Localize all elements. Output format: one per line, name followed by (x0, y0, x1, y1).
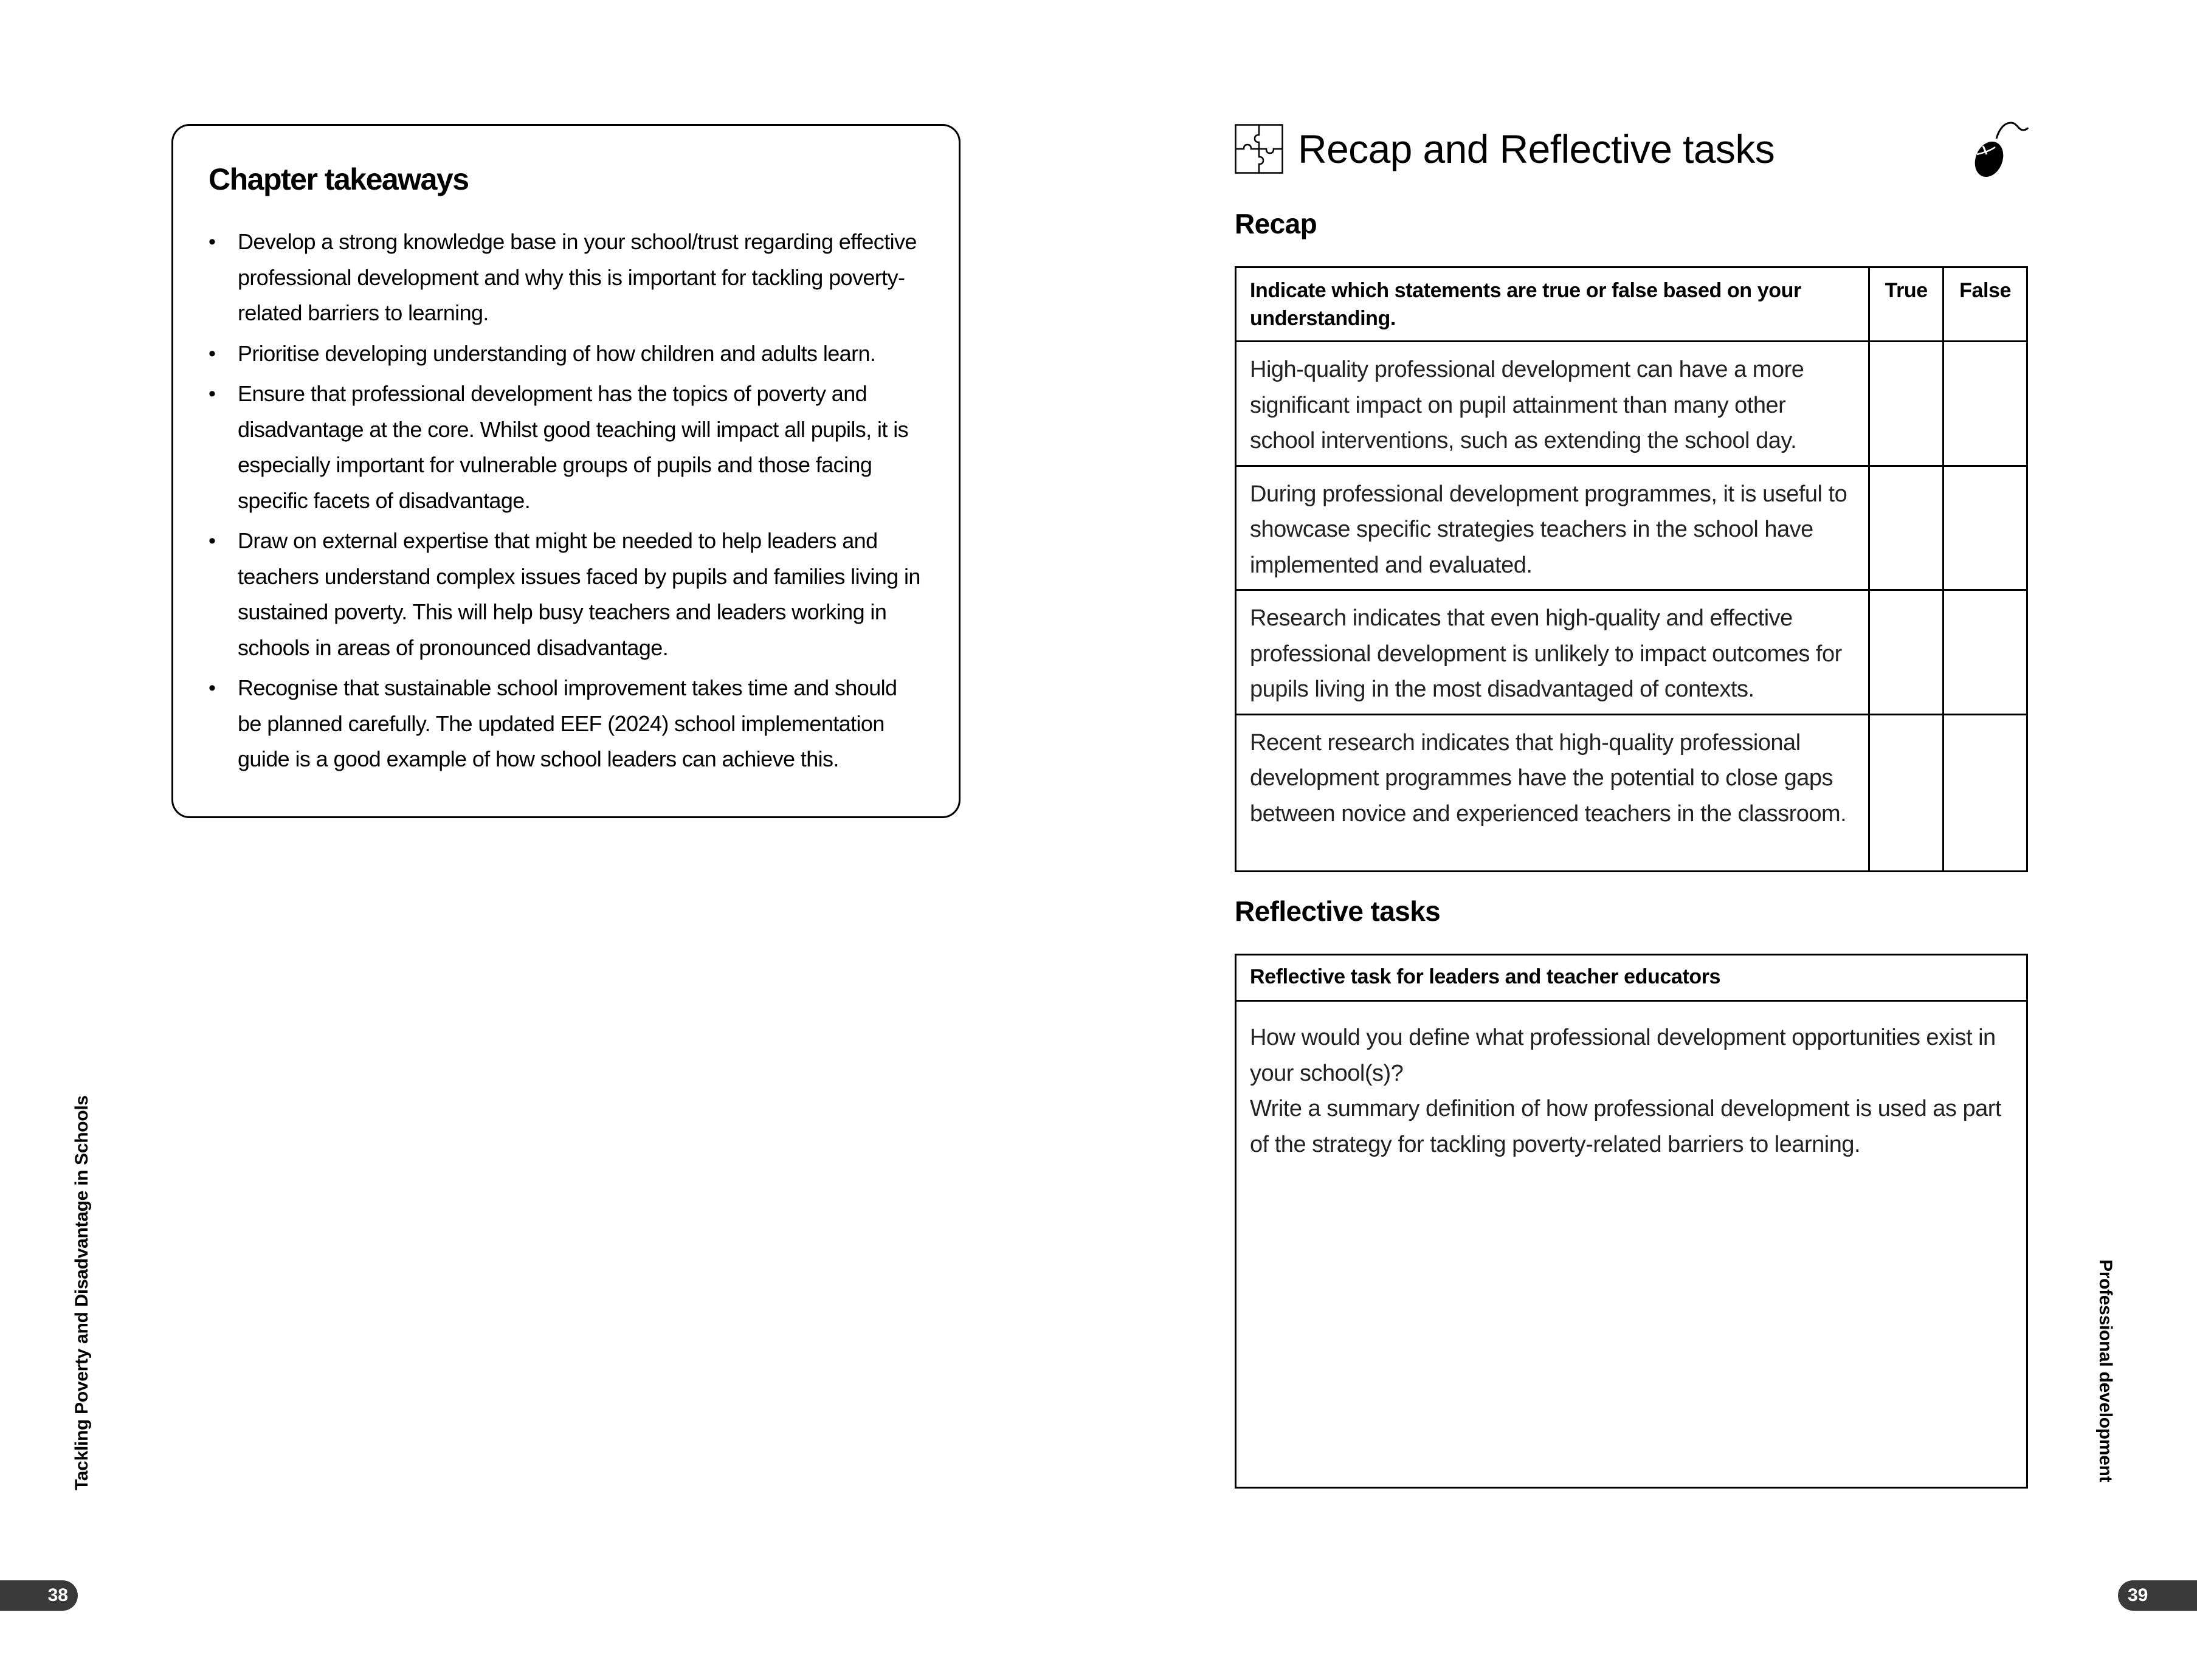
chapter-title-spine: Professional development (2095, 1259, 2116, 1482)
takeaway-text: Develop a strong knowledge base in your school/trust regarding effective professional development and why this is important for tackling poverty-related barriers to learning. (238, 229, 917, 325)
false-answer-cell[interactable] (1944, 714, 2027, 871)
puzzle-icon (1235, 124, 1283, 174)
takeaway-text: Prioritise developing understanding of how children and adults learn. (238, 340, 876, 366)
mouse-icon (1972, 119, 2029, 180)
reflective-tasks-heading: Reflective tasks (1235, 895, 1441, 927)
statement-column-header: Indicate which statements are true or false based on your understanding. (1236, 267, 1869, 342)
true-answer-cell[interactable] (1869, 714, 1944, 871)
chapter-takeaways-box (171, 124, 961, 818)
bullet-icon: • (209, 230, 216, 253)
bullet-icon: • (209, 529, 216, 553)
takeaways-list (209, 224, 922, 777)
takeaway-text: Recognise that sustainable school improvement takes time and should be planned carefully. The updated EEF (2024) school implementation guide is a good example of how school leaders can achieve this. (238, 675, 897, 771)
reflective-task-body[interactable] (1236, 1002, 2026, 1162)
reflective-instruction: Write a summary definition of how professional development is used as part of the strategy for tackling poverty-related barriers to learning. (1250, 1096, 2001, 1157)
false-answer-cell[interactable] (1944, 466, 2027, 590)
reflective-task-title: Reflective task for leaders and teacher educators (1236, 955, 2026, 1002)
false-answer-cell[interactable] (1944, 590, 2027, 715)
table-row (1236, 590, 2027, 715)
table-row (1236, 714, 2027, 871)
takeaways-title: Chapter takeaways (209, 162, 469, 196)
book-title-spine: Tackling Poverty and Disadvantage in Schools (72, 1095, 92, 1490)
true-answer-cell[interactable] (1869, 466, 1944, 590)
bullet-icon: • (209, 342, 216, 365)
statement-cell: Research indicates that even high-quality and effective professional development is unlikely to impact outcomes for pupils living in the most disadvantaged of contexts. (1236, 590, 1869, 715)
recap-table (1235, 266, 2028, 872)
takeaway-item (209, 224, 922, 331)
bullet-icon: • (209, 382, 216, 405)
false-column-header: False (1944, 267, 2027, 342)
page-number-right: 39 (2118, 1580, 2197, 1611)
takeaway-text: Draw on external expertise that might be needed to help leaders and teachers understand complex issues faced by pupils and families living in sustained poverty. This will help busy teachers and leaders working in schools in areas of pronounced disadvantage. (238, 528, 920, 660)
statement-cell: During professional development programmes, it is useful to showcase specific strategies teachers in the school have implemented and evaluated. (1236, 466, 1869, 590)
true-column-header: True (1869, 267, 1944, 342)
table-row (1236, 466, 2027, 590)
takeaway-item (209, 523, 922, 666)
takeaway-item (209, 336, 922, 372)
takeaway-item (209, 670, 922, 777)
page-title: Recap and Reflective tasks (1298, 126, 1775, 171)
takeaway-item (209, 376, 922, 518)
takeaway-text: Ensure that professional development has the topics of poverty and disadvantage at the core. Whilst good teaching will impact all pupils, it is especially important for vulnerable groups of pupils and those facing specific facets of disadvantage. (238, 381, 908, 513)
table-header-row (1236, 267, 2027, 342)
reflective-task-box (1235, 954, 2028, 1489)
page-number-left: 38 (0, 1580, 78, 1611)
false-answer-cell[interactable] (1944, 342, 2027, 466)
true-answer-cell[interactable] (1869, 342, 1944, 466)
statement-cell: Recent research indicates that high-quality professional development programmes have the potential to close gaps between novice and experienced teachers in the classroom. (1236, 714, 1869, 871)
recap-heading: Recap (1235, 208, 1317, 239)
bullet-icon: • (209, 676, 216, 700)
table-row (1236, 342, 2027, 466)
statement-cell: High-quality professional development can have a more significant impact on pupil attainment than many other school interventions, such as extending the school day. (1236, 342, 1869, 466)
reflective-question: How would you define what professional development opportunities exist in your school(s)? (1250, 1025, 1996, 1086)
true-answer-cell[interactable] (1869, 590, 1944, 715)
